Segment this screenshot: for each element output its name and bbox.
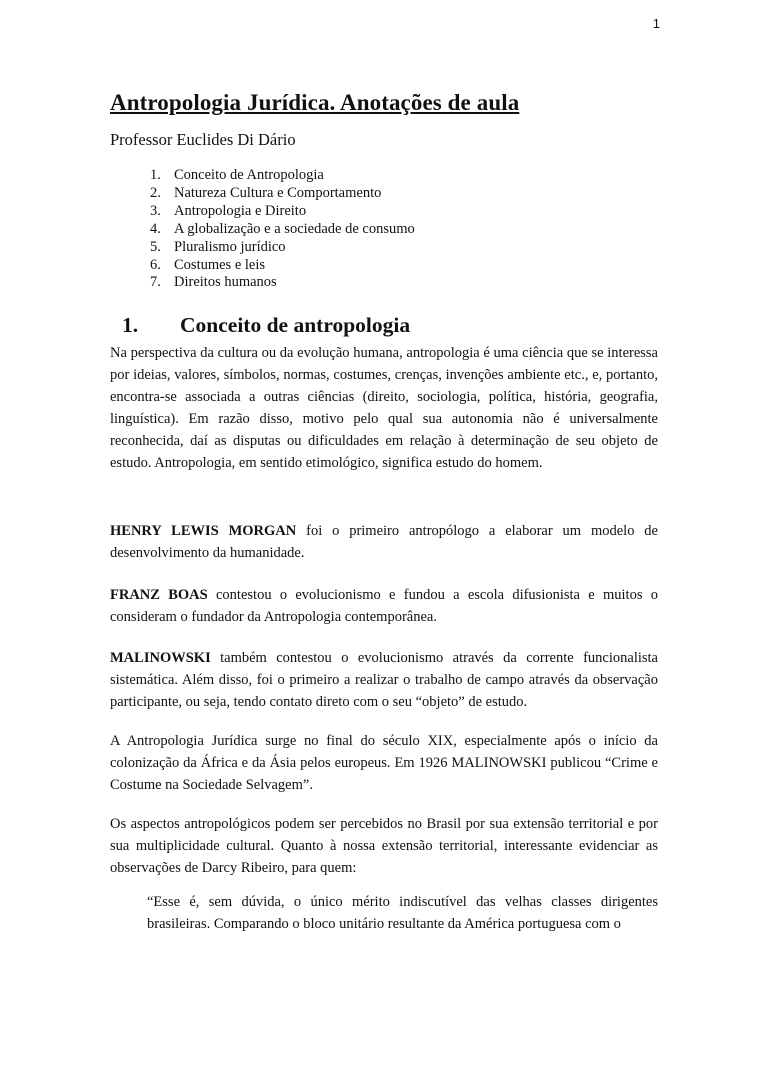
- toc-item-label: Pluralismo jurídico: [174, 238, 286, 255]
- paragraph-morgan: [110, 520, 658, 564]
- paragraph-malinowski-text: também contestou o evolucionismo através da corrente funcionalista sistemática. Além disso, foi o primeiro a realizar o trabalho de campo através da observação participante, ou seja, tendo contato direto com o seu “objeto” de estudo.: [110, 650, 658, 711]
- paragraph-boas-text: contestou o evolucionismo e fundou a escola difusionista e muitos o consideram o fundador da Antropologia contemporânea.: [110, 587, 658, 626]
- toc-item-label: Costumes e leis: [174, 256, 266, 273]
- name-franz-boas: FRANZ BOAS: [110, 587, 208, 603]
- paragraph-morgan-text: foi o primeiro antropólogo a elaborar um modelo de desenvolvimento da humanidade.: [110, 523, 658, 562]
- toc-item-label: A globalização e a sociedade de consumo: [174, 220, 415, 237]
- toc-item-label: Antropologia e Direito: [174, 202, 307, 219]
- quote-darcy-ribeiro: “Esse é, sem dúvida, o único mérito indiscutível das velhas classes dirigentes brasileiras. Comparando o bloco unitário resultante da América portuguesa com o: [147, 894, 658, 933]
- name-henry-lewis-morgan: HENRY LEWIS MORGAN: [110, 523, 297, 539]
- document-title: Antropologia Jurídica. Anotações de aula: [110, 90, 520, 115]
- paragraph-aspectos-brasil: Os aspectos antropológicos podem ser percebidos no Brasil por sua extensão territorial e por sua multiplicidade cultural. Quanto à nossa extensão territorial, interessante evidenciar as observações de Darcy Ribeiro, para quem:: [110, 816, 658, 877]
- toc-item-number: 1.: [150, 167, 161, 183]
- section-title: Conceito de antropologia: [180, 313, 411, 337]
- name-malinowski: MALINOWSKI: [110, 650, 211, 666]
- toc-item: [150, 221, 415, 239]
- toc-item-number: 5.: [150, 238, 161, 255]
- toc-item-label: Direitos humanos: [174, 274, 277, 291]
- paragraph-boas: [110, 584, 658, 628]
- paragraph-antropologia-juridica: A Antropologia Jurídica surge no final do século XIX, especialmente após o início da colonização da África e da Ásia pelos europeus. Em 1926 MALINOWSKI publicou “Crime e Costume na Sociedade Selvagem”.: [110, 733, 658, 794]
- toc-item-number: 2.: [150, 184, 161, 201]
- author-line: Professor Euclides Di Dário: [110, 130, 296, 149]
- toc-item-number: 4.: [150, 220, 161, 237]
- section-number: 1.: [122, 313, 139, 337]
- toc-item-label: Natureza Cultura e Comportamento: [174, 184, 382, 201]
- page-number: 1: [652, 16, 660, 31]
- section-heading: [122, 313, 410, 338]
- toc-item: [150, 257, 415, 275]
- toc-item: [150, 167, 415, 185]
- toc-item: [150, 185, 415, 203]
- toc-item-number: 6.: [150, 256, 161, 273]
- toc-item: [150, 239, 415, 257]
- toc-item: [150, 203, 415, 221]
- paragraph-malinowski: [110, 647, 658, 713]
- toc-item: [150, 274, 415, 292]
- toc-item-number: 7.: [150, 274, 161, 291]
- toc-item-number: 3.: [150, 202, 161, 219]
- table-of-contents: [150, 167, 415, 292]
- toc-item-label: Conceito de Antropologia: [174, 167, 324, 183]
- paragraph-antropologia-definition: Na perspectiva da cultura ou da evolução humana, antropologia é uma ciência que se interessa por ideias, valores, símbolos, normas, costumes, crenças, invenções ambiente etc., e, portanto, encontra-se associada a outras ciências (direito, sociologia, política, história, geografia, linguística). Em razão disso, motivo pelo qual sua autonomia não é universalmente reconhecida, daí as disputas ou dificuldades em relação à determinação de seu objeto de estudo. Antropologia, em sentido etimológico, significa estudo do homem.: [110, 345, 658, 472]
